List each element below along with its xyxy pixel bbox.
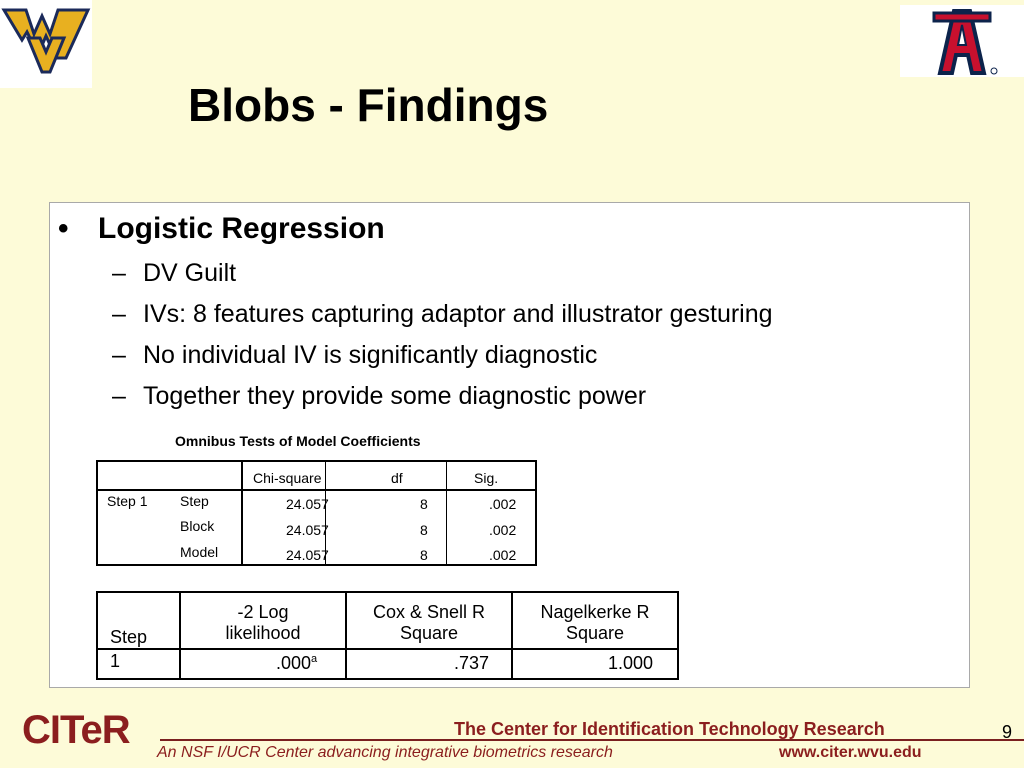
table-cell: 8 (420, 522, 428, 538)
website-url: www.citer.wvu.edu (779, 744, 922, 761)
sub-item-text: IVs: 8 features capturing adaptor and illustrator gesturing (143, 300, 773, 328)
table-cell: 24.057 (286, 496, 329, 512)
column-header (347, 602, 511, 644)
sub-item-text: DV Guilt (143, 259, 237, 287)
column-header (513, 602, 677, 644)
nsf-tagline: An NSF I/UCR Center advancing integrative biometrics research (157, 744, 613, 761)
column-header-line: likelihood (225, 623, 301, 643)
column-header-line: Nagelkerke R (540, 602, 650, 622)
column-header: Sig. (474, 470, 499, 486)
column-header (181, 602, 345, 644)
wvu-logo (0, 0, 92, 88)
column-header-line: Square (399, 623, 459, 643)
model-summary-table (96, 591, 679, 680)
dash-icon: – (112, 382, 126, 410)
cell-value: .000 (276, 653, 312, 673)
column-header: Chi-square (253, 470, 322, 486)
bullet-icon: • (58, 212, 69, 245)
page-number: 9 (1002, 722, 1013, 742)
table-cell: 24.057 (286, 522, 329, 538)
table-cell: 8 (420, 547, 428, 563)
table-cell: .002 (489, 522, 517, 538)
slide-title: Blobs - Findings (188, 79, 549, 131)
table-cell: .737 (454, 653, 490, 673)
center-name: The Center for Identification Technology Research (454, 719, 885, 739)
table-cell: 1.000 (608, 653, 654, 673)
footnote-marker: a (311, 653, 318, 665)
bullet-heading: Logistic Regression (98, 212, 385, 245)
row-header: Step (110, 627, 148, 647)
table-divider (446, 462, 447, 564)
table-cell: 24.057 (286, 547, 329, 563)
arizona-logo (900, 5, 1024, 77)
table-cell: 8 (420, 496, 428, 512)
dash-icon: – (112, 300, 126, 328)
omnibus-table-title: Omnibus Tests of Model Coefficients (175, 433, 421, 449)
column-header-line: Cox & Snell R (372, 602, 486, 622)
column-header: df (391, 470, 403, 486)
column-header-line: -2 Log (237, 602, 289, 622)
dash-icon: – (112, 341, 126, 369)
table-cell (276, 653, 317, 674)
column-header-line: Square (565, 623, 625, 643)
dash-icon: – (112, 259, 126, 287)
table-cell: .002 (489, 496, 517, 512)
row-group-label: Step 1 (107, 493, 148, 509)
table-header-divider (98, 489, 535, 491)
row-label: 1 (110, 651, 121, 671)
omnibus-table (96, 460, 537, 566)
row-label: Model (180, 544, 219, 560)
table-header-divider (98, 648, 677, 650)
sub-item-text: No individual IV is significantly diagnostic (143, 341, 598, 369)
table-cell: .002 (489, 547, 517, 563)
citer-logo: CITeR (22, 708, 130, 752)
row-label: Step (180, 493, 209, 509)
row-label: Block (180, 518, 215, 534)
table-divider (241, 462, 243, 564)
sub-item-text: Together they provide some diagnostic power (143, 382, 647, 410)
